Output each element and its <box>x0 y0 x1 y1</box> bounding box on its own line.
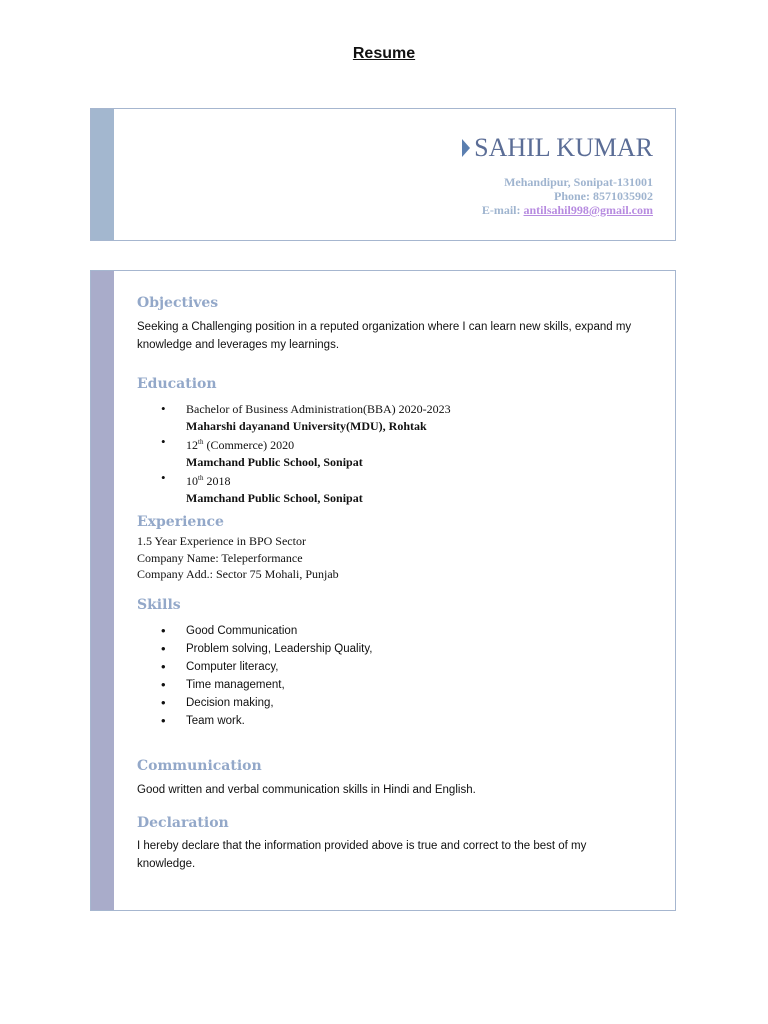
experience-line: Company Add.: Sector 75 Mohali, Punjab <box>137 567 339 581</box>
degree-rest: 2018 <box>203 474 231 488</box>
education-item <box>137 434 451 470</box>
declaration-text: I hereby declare that the information provided above is true and correct to the best of my knowledge. <box>137 840 587 870</box>
education-heading: Education <box>137 376 217 392</box>
skill-item: • Computer literacy, <box>137 658 372 676</box>
header-card <box>90 108 676 241</box>
phone: Phone: 8571035902 <box>554 189 653 203</box>
education-degree <box>186 470 451 490</box>
skill-item: • Team work. <box>137 712 372 730</box>
email-link[interactable]: antilsahil998@gmail.com <box>523 203 653 217</box>
skill-item: • Problem solving, Leadership Quality, <box>137 640 372 658</box>
education-school: Maharshi dayanand University(MDU), Rohtak <box>186 418 427 433</box>
degree-sup: th <box>198 438 204 446</box>
objectives-text: Seeking a Challenging position in a reputed organization where I can learn new skills, expand my knowledge and leverages my learnings. <box>137 321 632 351</box>
caret-right-icon <box>462 139 470 157</box>
header-content <box>462 133 653 217</box>
education-degree <box>186 434 451 454</box>
communication-text: Good written and verbal communication skills in Hindi and English. <box>137 784 476 796</box>
skill-item: • Good Communication <box>137 622 372 640</box>
declaration-heading: Declaration <box>137 815 229 831</box>
name-line <box>462 133 653 163</box>
page-title: Resume <box>352 45 416 62</box>
content-side-bar <box>91 271 114 910</box>
content-card <box>90 270 676 911</box>
objectives-heading: Objectives <box>137 295 219 311</box>
candidate-name: SAHIL KUMAR <box>474 133 653 162</box>
email-label: E-mail: <box>481 203 524 217</box>
experience-line: 1.5 Year Experience in BPO Sector <box>137 534 306 548</box>
degree-base: 12 <box>186 438 198 452</box>
experience-line: Company Name: Teleperformance <box>137 550 303 565</box>
education-item <box>137 401 451 434</box>
address: Mehandipur, Sonipat-131001 <box>504 175 653 189</box>
degree-base: 10 <box>186 474 198 488</box>
skill-item: • Decision making, <box>137 694 372 712</box>
experience-block <box>137 533 647 583</box>
experience-heading: Experience <box>137 514 224 530</box>
email-line <box>462 203 653 217</box>
skills-heading: Skills <box>137 597 181 613</box>
communication-heading: Communication <box>137 758 262 774</box>
education-item <box>137 470 451 506</box>
header-side-bar <box>91 109 114 240</box>
education-school: Mamchand Public School, Sonipat <box>186 490 363 505</box>
education-list <box>137 401 451 506</box>
education-degree: • Bachelor of Business Administration(BBA) 2020-2023 <box>186 402 451 416</box>
skill-item: • Time management, <box>137 676 372 694</box>
education-school: Mamchand Public School, Sonipat <box>186 454 363 469</box>
degree-rest: (Commerce) 2020 <box>203 438 295 452</box>
contact-block <box>462 175 653 217</box>
skills-list <box>137 622 372 730</box>
degree-sup: th <box>198 474 204 482</box>
